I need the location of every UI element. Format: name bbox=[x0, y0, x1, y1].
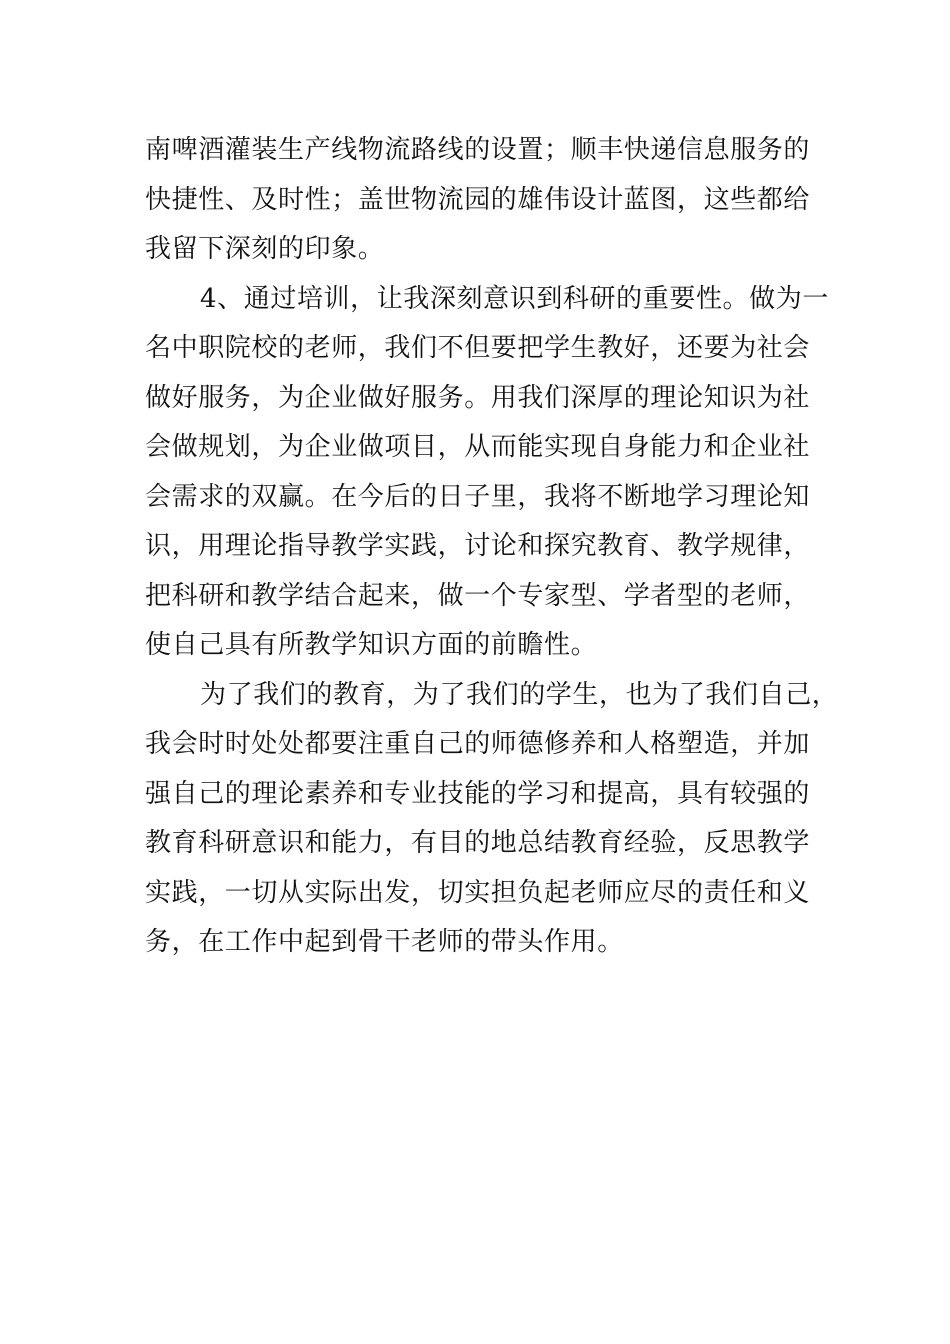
text-line: 南啤酒灌装生产线物流路线的设置；顺丰快递信息服务的 bbox=[145, 135, 811, 165]
text-line: 我会时时处处都要注重自己的师德修养和人格塑造，并加 bbox=[145, 729, 811, 759]
text-line: 名中职院校的老师，我们不但要把学生教好，还要为社会 bbox=[145, 333, 811, 363]
text-line: 使自己具有所教学知识方面的前瞻性。 bbox=[145, 630, 598, 660]
text-line: 做好服务，为企业做好服务。用我们深厚的理论知识为社 bbox=[145, 382, 811, 413]
text-line: 快捷性、及时性；盖世物流园的雄伟设计蓝图，这些都给 bbox=[145, 184, 811, 215]
text-line: 会需求的双赢。在今后的日子里，我将不断地学习理论知 bbox=[145, 481, 811, 512]
text-line: 把科研和教学结合起来，做一个专家型、学者型的老师， bbox=[145, 580, 811, 611]
text-line: 会做规划，为企业做项目，从而能实现自身能力和企业社 bbox=[145, 432, 811, 462]
text-line: 务，在工作中起到骨干老师的带头作用。 bbox=[145, 927, 624, 957]
text-line: 教育科研意识和能力，有目的地总结教育经验，反思教学 bbox=[145, 828, 811, 858]
paragraph-point-4 bbox=[145, 275, 835, 671]
paragraph-continuation bbox=[145, 126, 835, 275]
text-line: 我留下深刻的印象。 bbox=[145, 234, 385, 264]
text-line: 强自己的理论素养和专业技能的学习和提高，具有较强的 bbox=[145, 778, 811, 809]
text-line: 识，用理论指导教学实践，讨论和探究教育、教学规律， bbox=[145, 531, 811, 561]
text-line: 4、通过培训，让我深刻意识到科研的重要性。做为一 bbox=[200, 283, 829, 314]
paragraph-conclusion bbox=[145, 671, 839, 968]
text-line: 为了我们的教育，为了我们的学生，也为了我们自己， bbox=[200, 679, 839, 710]
document-body bbox=[145, 126, 839, 968]
text-line: 实践，一切从实际出发，切实担负起老师应尽的责任和义 bbox=[145, 877, 811, 908]
